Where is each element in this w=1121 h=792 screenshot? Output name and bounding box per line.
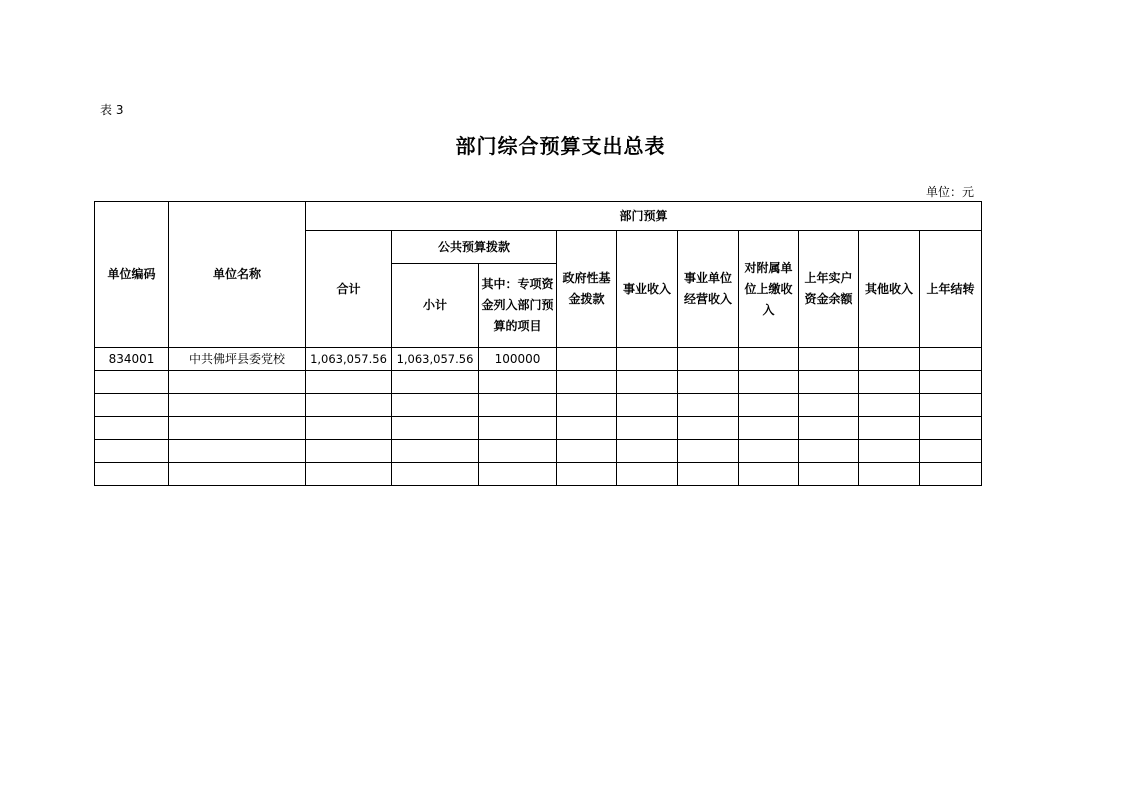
- cell-special-funds: [479, 371, 557, 394]
- header-row-1: [95, 202, 982, 231]
- header-total: 合计: [306, 231, 392, 348]
- table-row: [95, 463, 982, 486]
- table-row: [95, 371, 982, 394]
- cell-unit-code: [95, 440, 169, 463]
- cell-business-income: [678, 348, 739, 371]
- cell-subordinate-income: [739, 440, 799, 463]
- header-other-income: 其他收入: [859, 231, 920, 348]
- cell-unit-name: [169, 394, 306, 417]
- cell-other-income: [859, 463, 920, 486]
- cell-subordinate-income: [739, 348, 799, 371]
- cell-unit-code: [95, 463, 169, 486]
- cell-unit-name: [169, 371, 306, 394]
- cell-gov-fund-allocation: [557, 394, 617, 417]
- cell-subtotal: [392, 417, 479, 440]
- cell-subtotal: [392, 463, 479, 486]
- table-row: [95, 394, 982, 417]
- page-title: 部门综合预算支出总表: [455, 134, 666, 158]
- header-subtotal: 小计: [392, 264, 479, 348]
- cell-career-income: [617, 394, 678, 417]
- header-prev-year-balance: 上年实户资金余额: [799, 231, 859, 348]
- cell-prev-year-carryover: [920, 394, 982, 417]
- cell-special-funds: [479, 417, 557, 440]
- cell-unit-name: 中共佛坪县委党校: [169, 348, 306, 371]
- cell-career-income: [617, 371, 678, 394]
- cell-total: 1,063,057.56: [306, 348, 392, 371]
- header-unit-code: 单位编码: [95, 202, 169, 348]
- header-business-income: 事业单位经营收入: [678, 231, 739, 348]
- cell-business-income: [678, 417, 739, 440]
- header-gov-fund-allocation: 政府性基金拨款: [557, 231, 617, 348]
- cell-business-income: [678, 394, 739, 417]
- header-career-income: 事业收入: [617, 231, 678, 348]
- header-subordinate-income: 对附属单位上缴收入: [739, 231, 799, 348]
- cell-unit-name: [169, 417, 306, 440]
- cell-subtotal: [392, 394, 479, 417]
- table-row: [95, 348, 982, 371]
- cell-gov-fund-allocation: [557, 417, 617, 440]
- cell-subtotal: [392, 440, 479, 463]
- unit-label: 单位：元: [925, 185, 974, 199]
- cell-prev-year-carryover: [920, 463, 982, 486]
- cell-prev-year-balance: [799, 440, 859, 463]
- cell-total: [306, 417, 392, 440]
- cell-subtotal: [392, 371, 479, 394]
- cell-prev-year-balance: [799, 463, 859, 486]
- header-dept-budget: 部门预算: [306, 202, 982, 231]
- cell-prev-year-balance: [799, 394, 859, 417]
- cell-total: [306, 440, 392, 463]
- cell-career-income: [617, 348, 678, 371]
- cell-gov-fund-allocation: [557, 348, 617, 371]
- cell-subtotal: 1,063,057.56: [392, 348, 479, 371]
- cell-subordinate-income: [739, 371, 799, 394]
- cell-special-funds: [479, 440, 557, 463]
- cell-other-income: [859, 417, 920, 440]
- table-row: [95, 417, 982, 440]
- cell-unit-code: [95, 371, 169, 394]
- cell-unit-code: 834001: [95, 348, 169, 371]
- cell-other-income: [859, 371, 920, 394]
- budget-table: [94, 201, 982, 486]
- cell-prev-year-carryover: [920, 348, 982, 371]
- cell-prev-year-carryover: [920, 371, 982, 394]
- cell-subordinate-income: [739, 417, 799, 440]
- cell-special-funds: 100000: [479, 348, 557, 371]
- cell-business-income: [678, 463, 739, 486]
- cell-career-income: [617, 463, 678, 486]
- cell-special-funds: [479, 394, 557, 417]
- header-unit-name: 单位名称: [169, 202, 306, 348]
- sheet-label: 表 3: [100, 103, 124, 117]
- cell-business-income: [678, 371, 739, 394]
- cell-prev-year-carryover: [920, 417, 982, 440]
- cell-unit-code: [95, 417, 169, 440]
- cell-other-income: [859, 394, 920, 417]
- cell-special-funds: [479, 463, 557, 486]
- cell-gov-fund-allocation: [557, 463, 617, 486]
- cell-unit-name: [169, 440, 306, 463]
- cell-unit-name: [169, 463, 306, 486]
- cell-other-income: [859, 348, 920, 371]
- cell-subordinate-income: [739, 463, 799, 486]
- cell-prev-year-balance: [799, 417, 859, 440]
- cell-unit-code: [95, 394, 169, 417]
- header-public-budget-allocation: 公共预算拨款: [392, 231, 557, 264]
- cell-gov-fund-allocation: [557, 371, 617, 394]
- header-special-funds: 其中：专项资金列入部门预算的项目: [479, 264, 557, 348]
- cell-prev-year-carryover: [920, 440, 982, 463]
- cell-total: [306, 463, 392, 486]
- cell-prev-year-balance: [799, 348, 859, 371]
- cell-career-income: [617, 440, 678, 463]
- cell-total: [306, 371, 392, 394]
- cell-subordinate-income: [739, 394, 799, 417]
- cell-career-income: [617, 417, 678, 440]
- cell-other-income: [859, 440, 920, 463]
- header-prev-year-carryover: 上年结转: [920, 231, 982, 348]
- table-row: [95, 440, 982, 463]
- cell-prev-year-balance: [799, 371, 859, 394]
- cell-gov-fund-allocation: [557, 440, 617, 463]
- cell-total: [306, 394, 392, 417]
- cell-business-income: [678, 440, 739, 463]
